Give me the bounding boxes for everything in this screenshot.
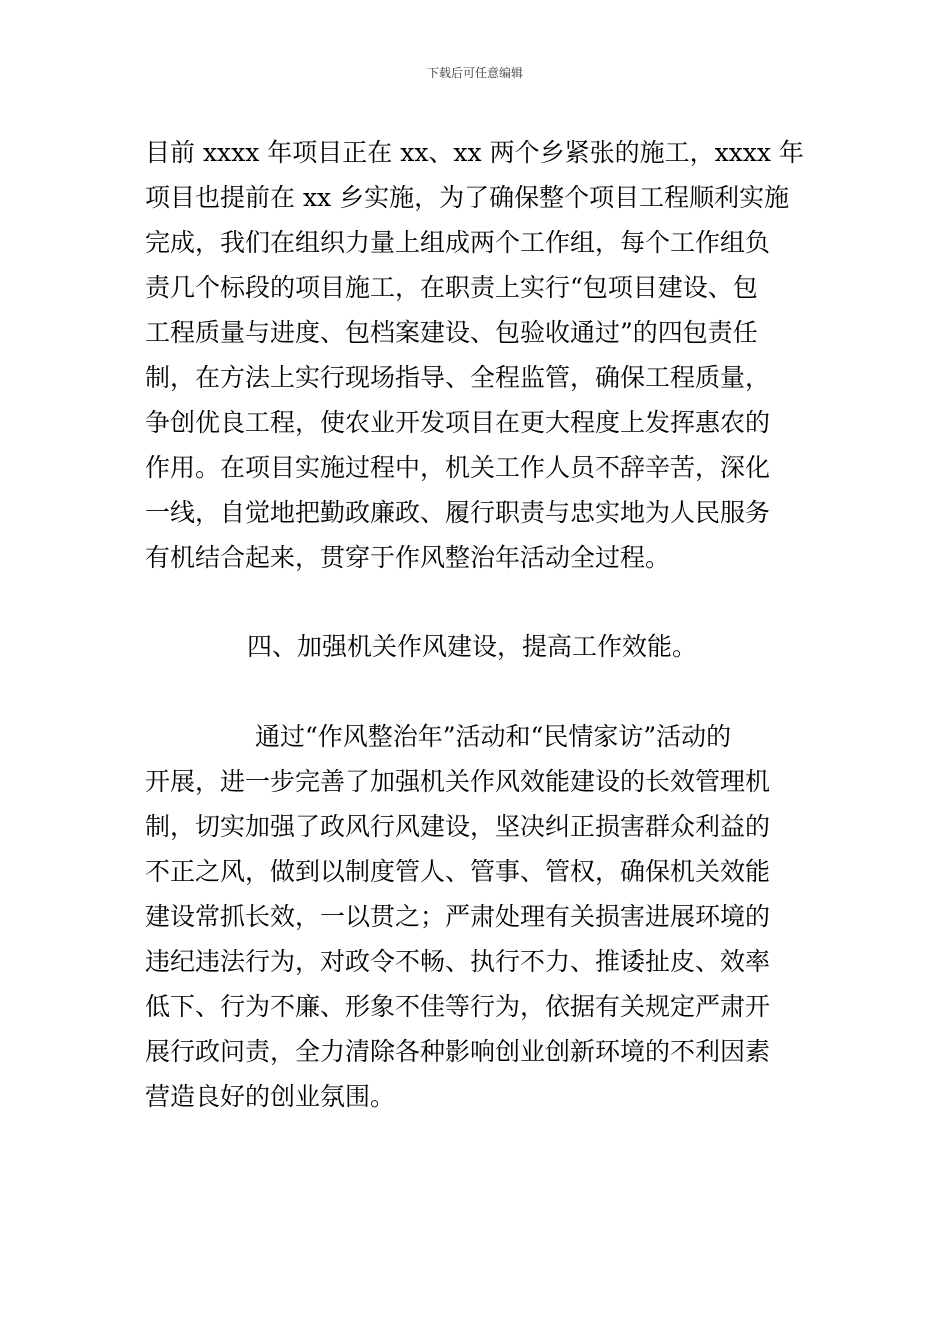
text-line: 作用。在项目实施过程中，机关工作人员不辞辛苦，深化 <box>145 453 771 482</box>
text-line: 违纪违法行为，对政令不畅、执行不力、推诿扯皮、效率 <box>145 947 771 976</box>
text-line: 有机结合起来，贯穿于作风整治年活动全过程。 <box>145 543 671 572</box>
text-line: 展行政问责，全力清除各种影响创业创新环境的不利因素 <box>145 1037 771 1066</box>
text-line: 工程质量与进度、包档案建设、包验收通过”的四包责任 <box>145 318 758 347</box>
text-line: 争创优良工程，使农业开发项目在更大程度上发挥惠农的 <box>145 408 771 437</box>
text-line: 不正之风，做到以制度管人、管事、管权，确保机关效能 <box>145 857 771 886</box>
text-line: 一线，自觉地把勤政廉政、履行职责与忠实地为人民服务 <box>145 498 771 527</box>
spacer <box>145 580 810 624</box>
section-heading: 四、加强机关作风建设，提高工作效能。 <box>247 632 698 661</box>
text-line: 项目也提前在 xx 乡实施，为了确保整个项目工程顺利实施 <box>145 183 790 212</box>
text-line: 通过“作风整治年”活动和“民情家访”活动的 <box>255 722 732 751</box>
document-body <box>145 130 810 1119</box>
text-line: 制，在方法上实行现场指导、全程监管，确保工程质量， <box>145 363 771 392</box>
text-line: 目前 xxxx 年项目正在 xx、xx 两个乡紧张的施工，xxxx 年 <box>145 138 804 167</box>
spacer <box>145 669 810 714</box>
text-line: 完成，我们在组织力量上组成两个工作组，每个工作组负 <box>145 228 771 257</box>
page-header-note: 下载后可任意编辑 <box>426 66 523 80</box>
text-line: 责几个标段的项目施工，在职责上实行“包项目建设、包 <box>145 273 758 302</box>
text-line: 低下、行为不廉、形象不佳等行为，依据有关规定严肃开 <box>145 992 771 1021</box>
paragraph-work-style <box>145 714 810 1119</box>
text-line: 建设常抓长效，一以贯之；严肃处理有关损害进展环境的 <box>145 902 771 931</box>
paragraph-project-implementation <box>145 130 810 580</box>
text-line: 制，切实加强了政风行风建设，坚决纠正损害群众利益的 <box>145 812 771 841</box>
text-line: 开展，进一步完善了加强机关作风效能建设的长效管理机 <box>145 767 771 796</box>
text-line: 营造良好的创业氛围。 <box>145 1082 396 1111</box>
